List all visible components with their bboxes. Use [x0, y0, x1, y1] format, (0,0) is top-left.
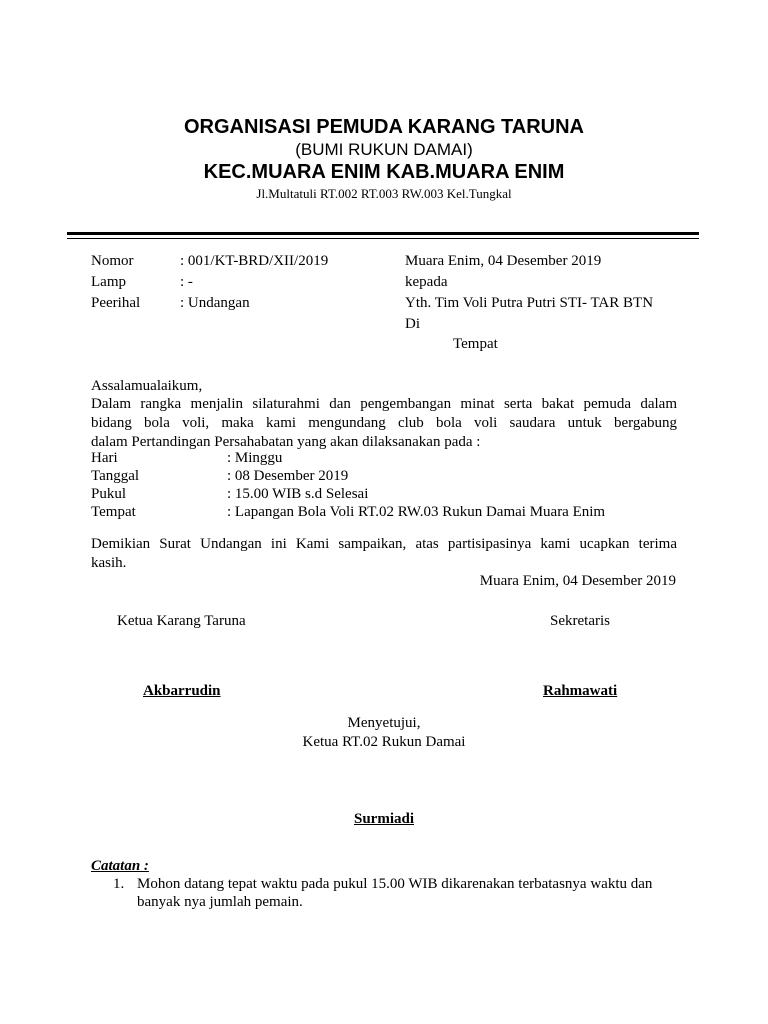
- note-number: 1.: [113, 876, 125, 892]
- header-divider-thick: [67, 232, 699, 235]
- closing-date: Muara Enim, 04 Desember 2019: [479, 573, 676, 589]
- closing-paragraph: [91, 535, 677, 573]
- detail-label-tanggal: Tanggal: [91, 468, 140, 484]
- recipient-place: Tempat: [453, 336, 498, 352]
- detail-value-tanggal: : 08 Desember 2019: [227, 468, 349, 484]
- meta-label-perihal: Peerihal: [91, 295, 141, 311]
- intro-line-2: bidang bola voli, maka kami mengundang club bola voli saudara untuk bergabung: [91, 415, 677, 431]
- meta-label-lamp: Lamp: [91, 274, 126, 290]
- detail-value-pukul: : 15.00 WIB s.d Selesai: [227, 486, 369, 502]
- detail-value-tempat: : Lapangan Bola Voli RT.02 RW.03 Rukun Damai Muara Enim: [227, 504, 606, 520]
- detail-value-hari: : Minggu: [227, 450, 283, 466]
- org-subtitle: (BUMI RUKUN DAMAI): [295, 140, 473, 159]
- detail-label-tempat: Tempat: [91, 504, 136, 520]
- address: Jl.Multatuli RT.002 RT.003 RW.003 Kel.Tungkal: [256, 186, 512, 201]
- detail-label-hari: Hari: [91, 450, 118, 466]
- closing-line-2: kasih.: [91, 555, 127, 571]
- approval-role: Ketua RT.02 Rukun Damai: [302, 734, 466, 750]
- letter-date: Muara Enim, 04 Desember 2019: [405, 253, 602, 269]
- meta-value-lamp: : -: [180, 274, 193, 290]
- meta-label-nomor: Nomor: [91, 253, 134, 269]
- header-divider-thin: [67, 238, 699, 239]
- intro-line-1: Dalam rangka menjalin silaturahmi dan pengembangan minat serta bakat pemuda dalam: [91, 396, 677, 412]
- left-signer-role: Ketua Karang Taruna: [117, 613, 246, 629]
- recipient-di: Di: [405, 316, 420, 332]
- org-title: ORGANISASI PEMUDA KARANG TARUNA: [184, 116, 584, 138]
- meta-value-nomor: : 001/KT-BRD/XII/2019: [180, 253, 329, 269]
- right-signer-role: Sekretaris: [550, 613, 610, 629]
- note-line-2: banyak nya jumlah pemain.: [137, 894, 303, 910]
- intro-paragraph: [91, 395, 677, 452]
- meta-value-perihal: : Undangan: [180, 295, 250, 311]
- recipient: Yth. Tim Voli Putra Putri STI- TAR BTN: [405, 295, 654, 311]
- greeting: Assalamualaikum,: [91, 378, 203, 394]
- notes-heading: Catatan :: [91, 858, 149, 874]
- right-signer-name: Rahmawati: [543, 683, 618, 699]
- left-signer-name: Akbarrudin: [143, 683, 221, 699]
- closing-line-1: Demikian Surat Undangan ini Kami sampaikan, atas partisipasinya kami ucapkan terima: [91, 536, 677, 552]
- to-label: kepada: [405, 274, 448, 290]
- intro-line-3: dalam Pertandingan Persahabatan yang akan dilaksanakan pada :: [91, 434, 481, 450]
- approval-label: Menyetujui,: [347, 715, 421, 731]
- district-title: KEC.MUARA ENIM KAB.MUARA ENIM: [203, 161, 565, 183]
- detail-label-pukul: Pukul: [91, 486, 127, 502]
- note-line-1: Mohon datang tepat waktu pada pukul 15.00 WIB dikarenakan terbatasnya waktu dan: [137, 876, 653, 892]
- approval-name: Surmiadi: [353, 811, 414, 827]
